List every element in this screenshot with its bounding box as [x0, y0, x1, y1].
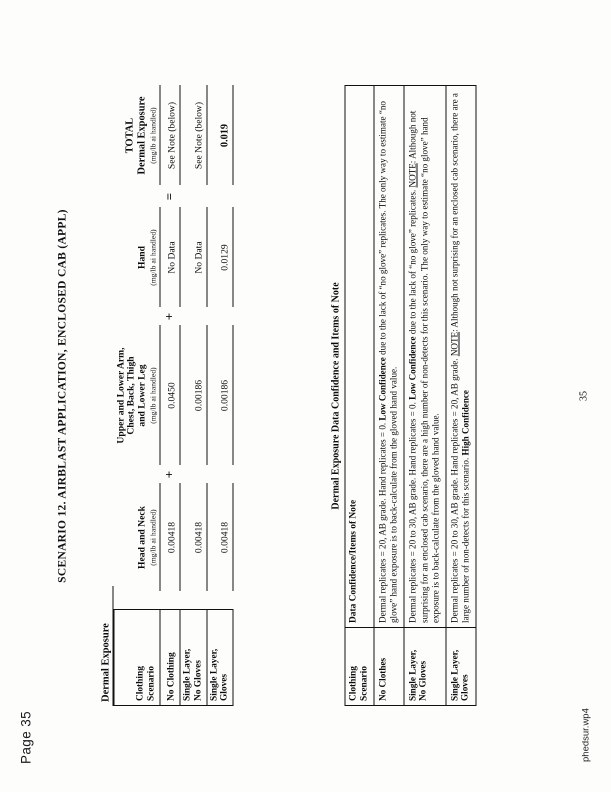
operator-spacer-r3c: [206, 308, 233, 326]
row-scenario-single-layer-gloves: [206, 610, 233, 706]
operator-spacer-r2d: [179, 186, 206, 208]
header-spacer-4: [114, 186, 160, 208]
notes-scenario-header-line1: Clothing: [348, 666, 358, 701]
operator-spacer-r2c: [179, 308, 206, 326]
notes-row: [373, 86, 403, 706]
column-header-upper-lower: [114, 326, 160, 466]
notes-scenario-line2: Gloves: [459, 674, 470, 701]
notes-column-header-note: Data Confidence/Items of Note: [345, 86, 374, 628]
notes-scenario-header-line2: Scenario: [358, 666, 369, 701]
head-neck-label: Head and Neck: [135, 506, 147, 569]
cell-upper-lower-row3: 0.00186: [206, 326, 233, 466]
data-confidence-table: [344, 85, 476, 706]
column-header-head-neck: [114, 484, 160, 592]
dermal-exposure-section-label: Dermal Exposure: [100, 623, 111, 702]
operator-plus-3: +: [161, 312, 177, 321]
page-header-label: Page 35: [18, 710, 33, 764]
column-header-hand: [114, 208, 160, 308]
row-scenario-no-clothing: [159, 610, 179, 706]
cell-total-row2: See Note (below): [179, 86, 206, 186]
cell-upper-lower-row2: 0.00186: [179, 326, 206, 466]
upper-lower-line2: Chest, Back, Thigh: [125, 356, 137, 435]
header-spacer-1: [114, 592, 160, 610]
notes-scenario-line1: No Clothes: [376, 657, 387, 701]
scenario-line1: Single Layer,: [208, 648, 219, 701]
table-header-row: [114, 86, 160, 706]
notes-row: [445, 86, 475, 706]
cell-head-neck-row2: 0.00418: [179, 484, 206, 592]
operator-plus-2: +: [161, 470, 177, 479]
total-line2: Dermal Exposure: [136, 96, 148, 175]
hand-label: Hand: [135, 246, 147, 269]
page-title: SCENARIO 12. AIRBLAST APPLICATION, ENCLOSED CAB (APPL): [56, 209, 68, 583]
upper-lower-line3: and Lower Leg: [135, 364, 147, 427]
note-text-row3: Dermal replicates = 20 to 30, AB grade. Hand replicates = 20, AB grade. NOTE: Although not surprising for an enclosed cab scenario, there are a large number of non-detects for this scenario. High Confidence: [445, 86, 475, 628]
notes-column-header-scenario: [345, 628, 374, 706]
column-header-scenario: [114, 610, 160, 706]
cell-hand-row1: No Data: [159, 208, 179, 308]
operator-plus-1: [159, 592, 179, 610]
table-row: [206, 86, 233, 706]
hand-units: (mg/lb ai handled): [147, 229, 157, 286]
dermal-exposure-table: [113, 86, 233, 707]
operator-spacer-r2a: [179, 592, 206, 610]
footer-page-number: 35: [578, 391, 589, 401]
cell-upper-lower-row1: 0.0450: [159, 326, 179, 466]
notes-scenario-line1: Single Layer,: [448, 649, 459, 701]
cell-hand-row2: No Data: [179, 208, 206, 308]
notes-scenario-line1: Single Layer,: [406, 649, 417, 701]
header-spacer-2: [114, 466, 160, 484]
notes-scenario-no-clothes: [373, 628, 403, 706]
scenario-header-line1: Clothing: [135, 666, 146, 701]
total-units: (mg/lb ai handled): [147, 107, 157, 164]
row-scenario-single-layer-no-gloves: [179, 610, 206, 706]
dermal-exposure-table-container: [100, 86, 233, 706]
notes-scenario-line2: No Gloves: [417, 660, 428, 701]
notes-scenario-single-layer-gloves: [445, 628, 475, 706]
notes-row: [403, 86, 445, 706]
operator-equals: =: [161, 192, 177, 201]
upper-lower-line1: Upper and Lower Arm,: [114, 347, 126, 444]
cell-hand-row3: 0.0129: [206, 208, 233, 308]
table-row: [159, 86, 179, 706]
notes-header-row: [345, 86, 374, 706]
header-spacer-3: [114, 308, 160, 326]
note-text-row1: Dermal replicates = 20, AB grade. Hand replicates = 0. Low Confidence due to the lack of “no glove” replicates. The only way to estimate “no glove” hand exposure is to back-calculate from the gloved hand value.: [373, 86, 403, 628]
cell-total-row3: 0.019: [206, 86, 233, 186]
cell-head-neck-row3: 0.00418: [206, 484, 233, 592]
operator-spacer-r3d: [206, 186, 233, 208]
total-line1: TOTAL: [124, 117, 136, 154]
operator-spacer-r3a: [206, 592, 233, 610]
notes-table-caption: Dermal Exposure Data Confidence and Items of Note: [330, 282, 341, 510]
cell-head-neck-row1: 0.00418: [159, 484, 179, 592]
operator-spacer-r3b: [206, 466, 233, 484]
operator-spacer-r2b: [179, 466, 206, 484]
source-file-label: phedsur.wp4: [580, 708, 591, 762]
upper-lower-units: (mg/lb ai handled): [147, 367, 157, 424]
column-header-total: [114, 86, 160, 186]
scenario-line2: Gloves: [219, 673, 230, 701]
scenario-line1: No Clothing: [166, 652, 177, 701]
table-row: [179, 86, 206, 706]
notes-scenario-single-layer-no-gloves: [403, 628, 445, 706]
scenario-line2: No Gloves: [192, 660, 203, 701]
scenario-line1: Single Layer,: [181, 648, 192, 701]
note-text-row2: Dermal replicates = 20 to 30, AB grade. Hand replicates = 0. Low Confidence due to the lack of “no glove” replicates. NOTE: Although not surprising for an enclosed cab scenario, there are a high number of non-detects for this scenario. The only way to estimate “no glove” hand exposure is to back-calculate from the gloved hand value.: [403, 86, 445, 628]
scenario-header-line2: Scenario: [146, 666, 157, 701]
cell-total-row1: See Note (below): [159, 86, 179, 186]
head-neck-units: (mg/lb ai handled): [147, 509, 157, 566]
notes-table-container: [330, 86, 476, 706]
